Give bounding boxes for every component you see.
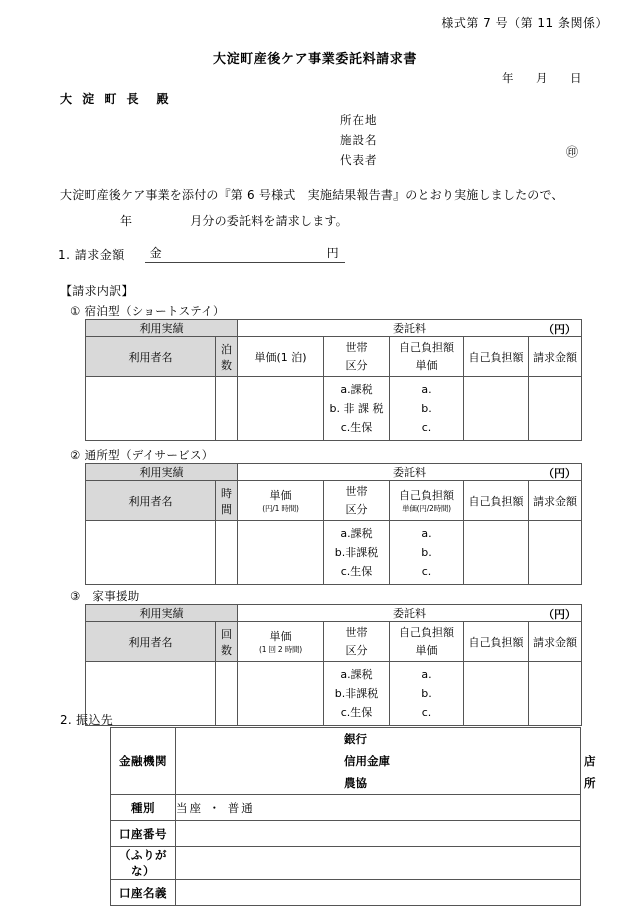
account-kind-value[interactable]: 当座 ・ 普通 — [176, 795, 581, 821]
institution-types — [176, 728, 596, 794]
self-pay-unit-line-1: 自己負担額 — [399, 341, 454, 355]
household-line-2: 区分 — [345, 643, 368, 657]
option-amount-b: b. — [421, 686, 432, 700]
billing-amount-row — [58, 244, 345, 263]
housework-billing-cell[interactable] — [529, 662, 582, 726]
statement-year-label: 年 — [120, 214, 133, 228]
self-pay-unit-line-2: 単価 — [415, 358, 438, 372]
commission-fee-header — [238, 605, 582, 622]
unit-price-main: 単価 — [269, 630, 292, 643]
institution-type-bank: 銀行 — [344, 732, 367, 746]
option-amount-a: a. — [421, 526, 432, 540]
shortstay-qty-header: 泊数 — [216, 337, 238, 377]
option-amount-a: a. — [421, 667, 432, 681]
document-title: 大淀町産後ケア事業委託料請求書 — [212, 52, 417, 67]
shortstay-household-options[interactable] — [324, 377, 390, 441]
option-amount-c: c. — [421, 706, 432, 720]
billing-amount-header: 請求金額 — [529, 337, 582, 377]
household-line-2: 区分 — [345, 502, 368, 516]
issuer-representative-label: 代表者 — [340, 153, 378, 167]
shortstay-unit-price-cell[interactable] — [238, 377, 324, 441]
dayservice-qty-header: 時間 — [216, 481, 238, 521]
option-nontaxed: b.非課税 — [334, 686, 379, 700]
billing-amount-header: 請求金額 — [529, 481, 582, 521]
table-row — [111, 821, 581, 847]
date-year-label: 年 — [502, 71, 514, 85]
section-housework-label: ③ 家事援助 — [70, 589, 140, 603]
seal-icon: ㊞ — [566, 145, 579, 159]
institution-type-nokyo: 農協 — [344, 776, 367, 790]
self-pay-amount-header: 自己負担額 — [464, 622, 529, 662]
housework-selfpay-unit-options[interactable] — [390, 662, 464, 726]
furigana-key: （ふりがな） — [111, 847, 176, 880]
amount-suffix: 円 — [326, 246, 339, 260]
dayservice-unit-price-cell[interactable] — [238, 521, 324, 585]
commission-fee-label: 委託料 — [393, 607, 426, 620]
table-row — [86, 622, 582, 662]
statement-line-1: 大淀町産後ケア事業を添付の『第 6 号様式 実施結果報告書』のとおり実施しましたので、 — [60, 188, 564, 202]
household-line-1: 世帯 — [345, 626, 368, 640]
self-pay-unit-line-1: 自己負担額 — [399, 626, 454, 640]
dayservice-qty-cell[interactable] — [216, 521, 238, 585]
account-name-key: 口座名義 — [111, 880, 176, 906]
amount-prefix: 金 — [149, 246, 162, 260]
shortstay-user-name-cell[interactable] — [86, 377, 216, 441]
table-row — [111, 880, 581, 906]
option-amount-b: b. — [421, 401, 432, 415]
institution-value-cell[interactable] — [176, 728, 596, 795]
usage-record-header: 利用実績 — [86, 320, 238, 337]
option-welfare: c.生保 — [340, 706, 373, 720]
branch-suffix-sho: 所 — [584, 776, 596, 790]
option-taxed: a.課税 — [340, 382, 373, 396]
table-row — [86, 320, 582, 337]
table-row — [86, 605, 582, 622]
shortstay-qty-cell[interactable] — [216, 377, 238, 441]
shortstay-unit-price-header: 単価(1 泊) — [238, 337, 324, 377]
table-row — [86, 464, 582, 481]
table-row — [111, 795, 581, 821]
shortstay-selfpay-unit-options[interactable] — [390, 377, 464, 441]
user-name-header: 利用者名 — [86, 622, 216, 662]
housework-qty-cell[interactable] — [216, 662, 238, 726]
option-welfare: c.生保 — [340, 565, 373, 579]
self-pay-unit-header — [390, 622, 464, 662]
institution-type-row — [176, 750, 596, 772]
option-nontaxed: b. 非 課 税 — [329, 401, 384, 415]
table-row — [111, 728, 581, 795]
dayservice-selfpay-unit-options[interactable] — [390, 521, 464, 585]
bank-table — [110, 727, 596, 906]
commission-fee-label: 委託料 — [393, 466, 426, 479]
table-row — [86, 662, 582, 726]
billing-amount-field[interactable] — [145, 244, 345, 263]
household-line-2: 区分 — [345, 358, 368, 372]
shortstay-self-pay-cell[interactable] — [464, 377, 529, 441]
table-row — [86, 337, 582, 377]
user-name-header: 利用者名 — [86, 481, 216, 521]
self-pay-unit-line-1: 自己負担額 — [399, 489, 454, 502]
self-pay-unit-sub: 単価(円/2時間) — [402, 504, 451, 513]
option-amount-c: c. — [421, 421, 432, 435]
self-pay-unit-header — [390, 337, 464, 377]
dayservice-unit-price-header — [238, 481, 324, 521]
self-pay-unit-header — [390, 481, 464, 521]
shortstay-table — [85, 319, 582, 441]
furigana-value[interactable] — [176, 847, 581, 880]
household-class-header — [324, 337, 390, 377]
housework-self-pay-cell[interactable] — [464, 662, 529, 726]
housework-table — [85, 604, 582, 726]
section-dayservice-label: ② 通所型（デイサービス） — [70, 448, 214, 462]
household-line-1: 世帯 — [345, 341, 368, 355]
option-taxed: a.課税 — [340, 667, 373, 681]
commission-fee-header — [238, 320, 582, 337]
table-row — [111, 847, 581, 880]
housework-qty-header: 回数 — [216, 622, 238, 662]
date-month-label: 月 — [536, 71, 548, 85]
breakdown-title: 【請求内訳】 — [60, 284, 134, 298]
usage-record-header: 利用実績 — [86, 464, 238, 481]
account-kind-key: 種別 — [111, 795, 176, 821]
issuer-location-label: 所在地 — [340, 113, 378, 127]
yen-unit-label: （円） — [543, 467, 577, 480]
household-class-header — [324, 481, 390, 521]
housework-unit-price-header — [238, 622, 324, 662]
statement-line-2 — [60, 212, 348, 229]
yen-unit-label: （円） — [543, 323, 577, 336]
dayservice-table — [85, 463, 582, 585]
housework-household-options[interactable] — [324, 662, 390, 726]
self-pay-amount-header: 自己負担額 — [464, 337, 529, 377]
table-row — [86, 481, 582, 521]
billing-amount-header: 請求金額 — [529, 622, 582, 662]
account-number-value[interactable] — [176, 821, 581, 847]
option-nontaxed: b.非課税 — [334, 545, 379, 559]
dayservice-self-pay-cell[interactable] — [464, 521, 529, 585]
option-amount-c: c. — [421, 565, 432, 579]
commission-fee-label: 委託料 — [393, 322, 426, 335]
date-line — [502, 70, 582, 86]
option-amount-b: b. — [421, 545, 432, 559]
household-class-header — [324, 622, 390, 662]
form-number: 様式第 7 号（第 11 条関係） — [441, 16, 608, 30]
unit-price-sub: (円/1 時間) — [262, 504, 299, 513]
date-day-label: 日 — [570, 71, 582, 85]
branch-suffix-ten: 店 — [584, 754, 596, 768]
user-name-header: 利用者名 — [86, 337, 216, 377]
usage-record-header: 利用実績 — [86, 605, 238, 622]
billing-amount-label: 1. 請求金額 — [58, 248, 125, 262]
table-row — [86, 521, 582, 585]
account-name-value[interactable] — [176, 880, 581, 906]
table-row — [86, 377, 582, 441]
shortstay-billing-cell[interactable] — [529, 377, 582, 441]
bank-section-label: 2. 振込先 — [60, 713, 114, 727]
section-dayservice — [70, 448, 581, 585]
institution-key: 金融機関 — [111, 728, 176, 795]
section-shortstay — [70, 304, 581, 441]
statement-month-text: 月分の委託料を請求します。 — [190, 214, 348, 228]
institution-type-row — [176, 772, 596, 794]
self-pay-unit-line-2: 単価 — [415, 643, 438, 657]
unit-price-sub: (1 回 2 時間) — [258, 645, 303, 654]
dayservice-household-options[interactable] — [324, 521, 390, 585]
commission-fee-header — [238, 464, 582, 481]
issuer-block — [340, 110, 378, 170]
unit-price-main: 単価 — [269, 489, 292, 502]
issuer-facility-label: 施設名 — [340, 133, 378, 147]
yen-unit-label: （円） — [543, 608, 577, 621]
option-welfare: c.生保 — [340, 421, 373, 435]
household-line-1: 世帯 — [345, 485, 368, 499]
institution-type-shinkin: 信用金庫 — [344, 754, 390, 768]
housework-unit-price-cell[interactable] — [238, 662, 324, 726]
self-pay-amount-header: 自己負担額 — [464, 481, 529, 521]
account-number-key: 口座番号 — [111, 821, 176, 847]
dayservice-user-name-cell[interactable] — [86, 521, 216, 585]
institution-type-row — [176, 728, 580, 750]
option-taxed: a.課税 — [340, 526, 373, 540]
section-shortstay-label: ① 宿泊型（ショートステイ） — [70, 304, 225, 318]
option-amount-a: a. — [421, 382, 432, 396]
dayservice-billing-cell[interactable] — [529, 521, 582, 585]
addressee: 大 淀 町 長 殿 — [60, 92, 172, 106]
